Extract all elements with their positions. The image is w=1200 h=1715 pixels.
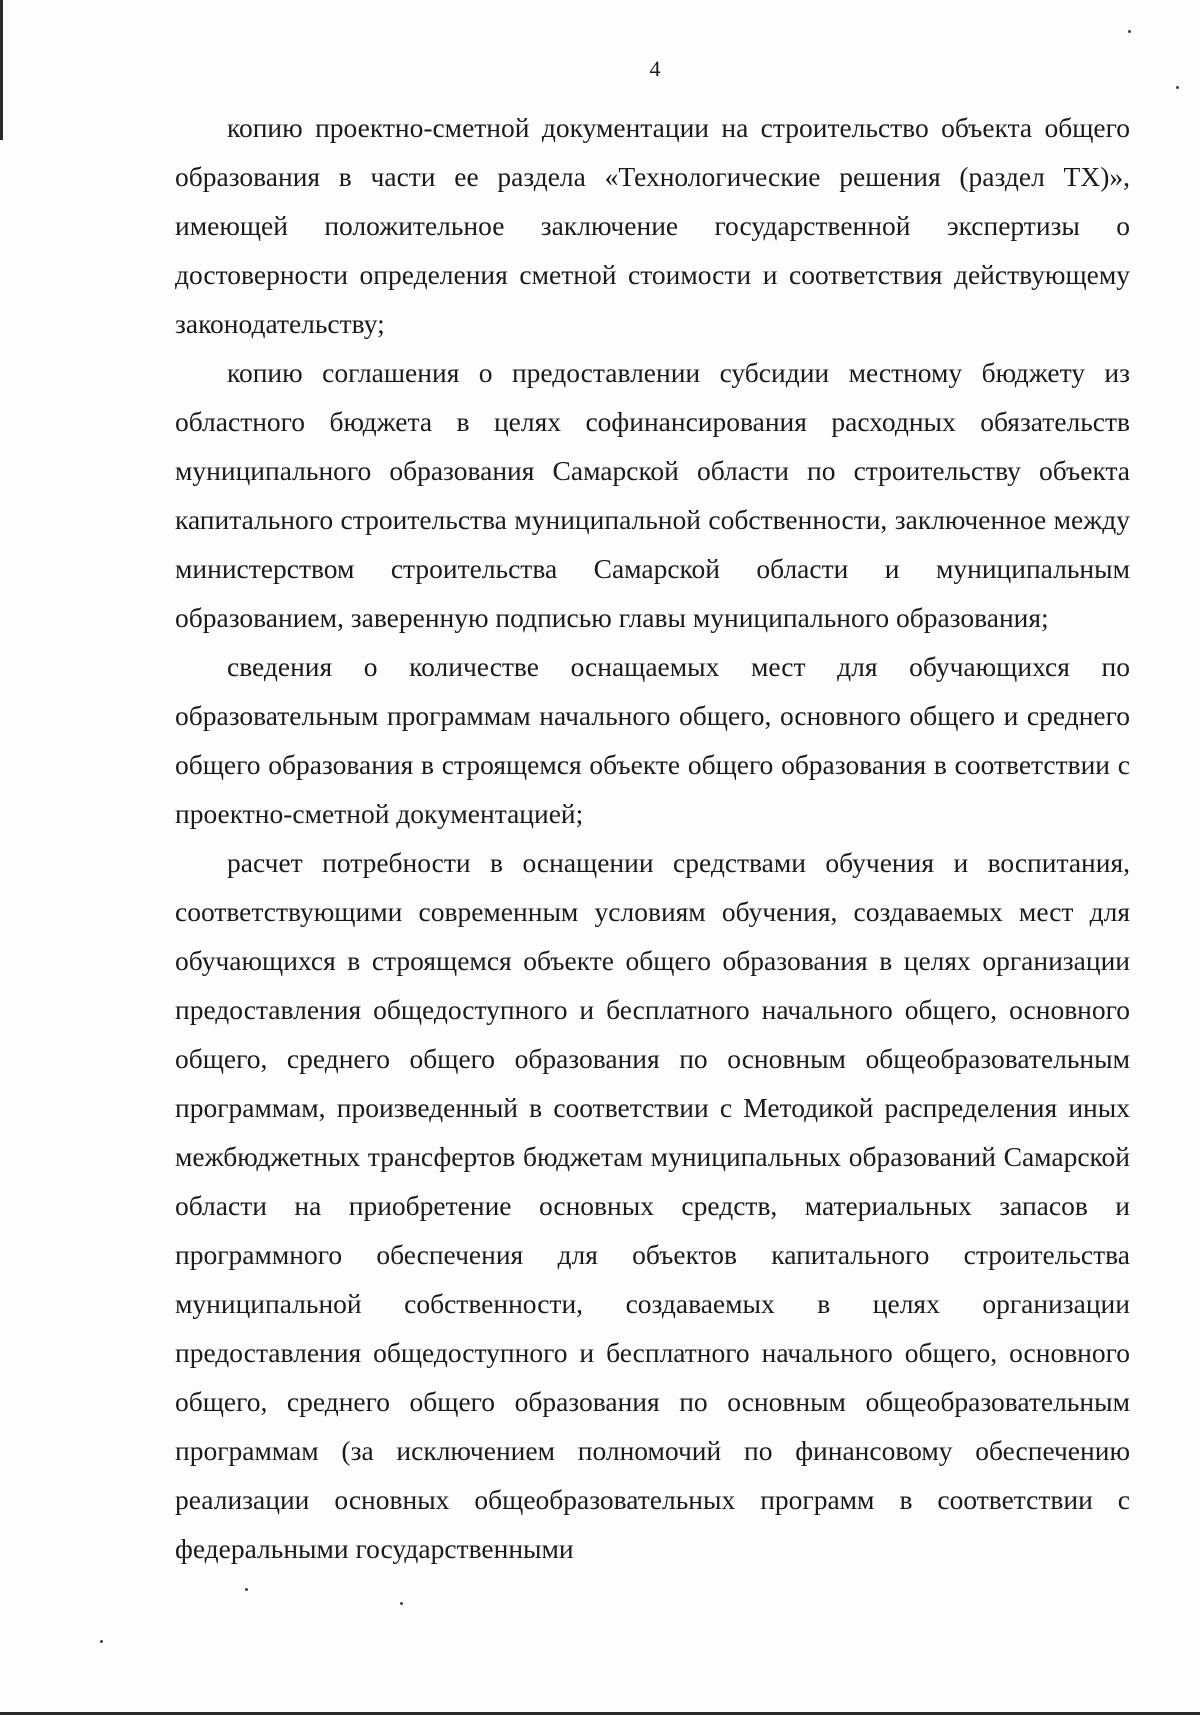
scan-speck bbox=[100, 1640, 103, 1643]
scan-speck bbox=[400, 1602, 403, 1605]
paragraph: сведения о количестве оснащаемых мест для обучающихся по образовательным программам начального общего, основного общего и среднего общего образования в строящемся объекте общего образования в соответствии с проектно-сметной документацией; bbox=[175, 651, 1130, 829]
paragraph: расчет потребности в оснащении средствами обучения и воспитания, соответствующими современным условиям обучения, создаваемых мест для обучающихся в строящемся объекте общего образования в целях организации предоставления общедоступного и бесплатного начального общего, основного общего, среднего общего образования по основным общеобразовательным программам, произведенный в соответствии с Методикой распределения иных межбюджетных трансфертов бюджетам муниципальных образований Самарской области на приобретение основных средств, материальных запасов и программного обеспечения для объектов капитального строительства муниципальной собственности, создаваемых в целях организации предоставления общедоступного и бесплатного начального общего, основного общего, среднего общего образования по основным общеобразовательным программам (за исключением полномочий по финансовому обеспечению реализации основных общеобразовательных программ в соответствии с федеральными государственными bbox=[175, 847, 1130, 1564]
scan-speck bbox=[1128, 30, 1131, 33]
document-body bbox=[175, 103, 1130, 1573]
paragraph: копию соглашения о предоставлении субсидии местному бюджету из областного бюджета в целях софинансирования расходных обязательств муниципального образования Самарской области по строительству объекта капитального строительства муниципальной собственности, заключенное между министерством строительства Самарской области и муниципальным образованием, заверенную подписью главы муниципального образования; bbox=[175, 357, 1130, 633]
scan-speck bbox=[1176, 86, 1179, 89]
page-number: 4 bbox=[649, 56, 661, 81]
scan-speck bbox=[245, 1588, 248, 1591]
paragraph: копию проектно-сметной документации на строительство объекта общего образования в части ее раздела «Технологические решения (раздел ТХ)», имеющей положительное заключение государственной экспертизы о достоверности определения сметной стоимости и соответствия действующему законодательству; bbox=[175, 112, 1130, 339]
